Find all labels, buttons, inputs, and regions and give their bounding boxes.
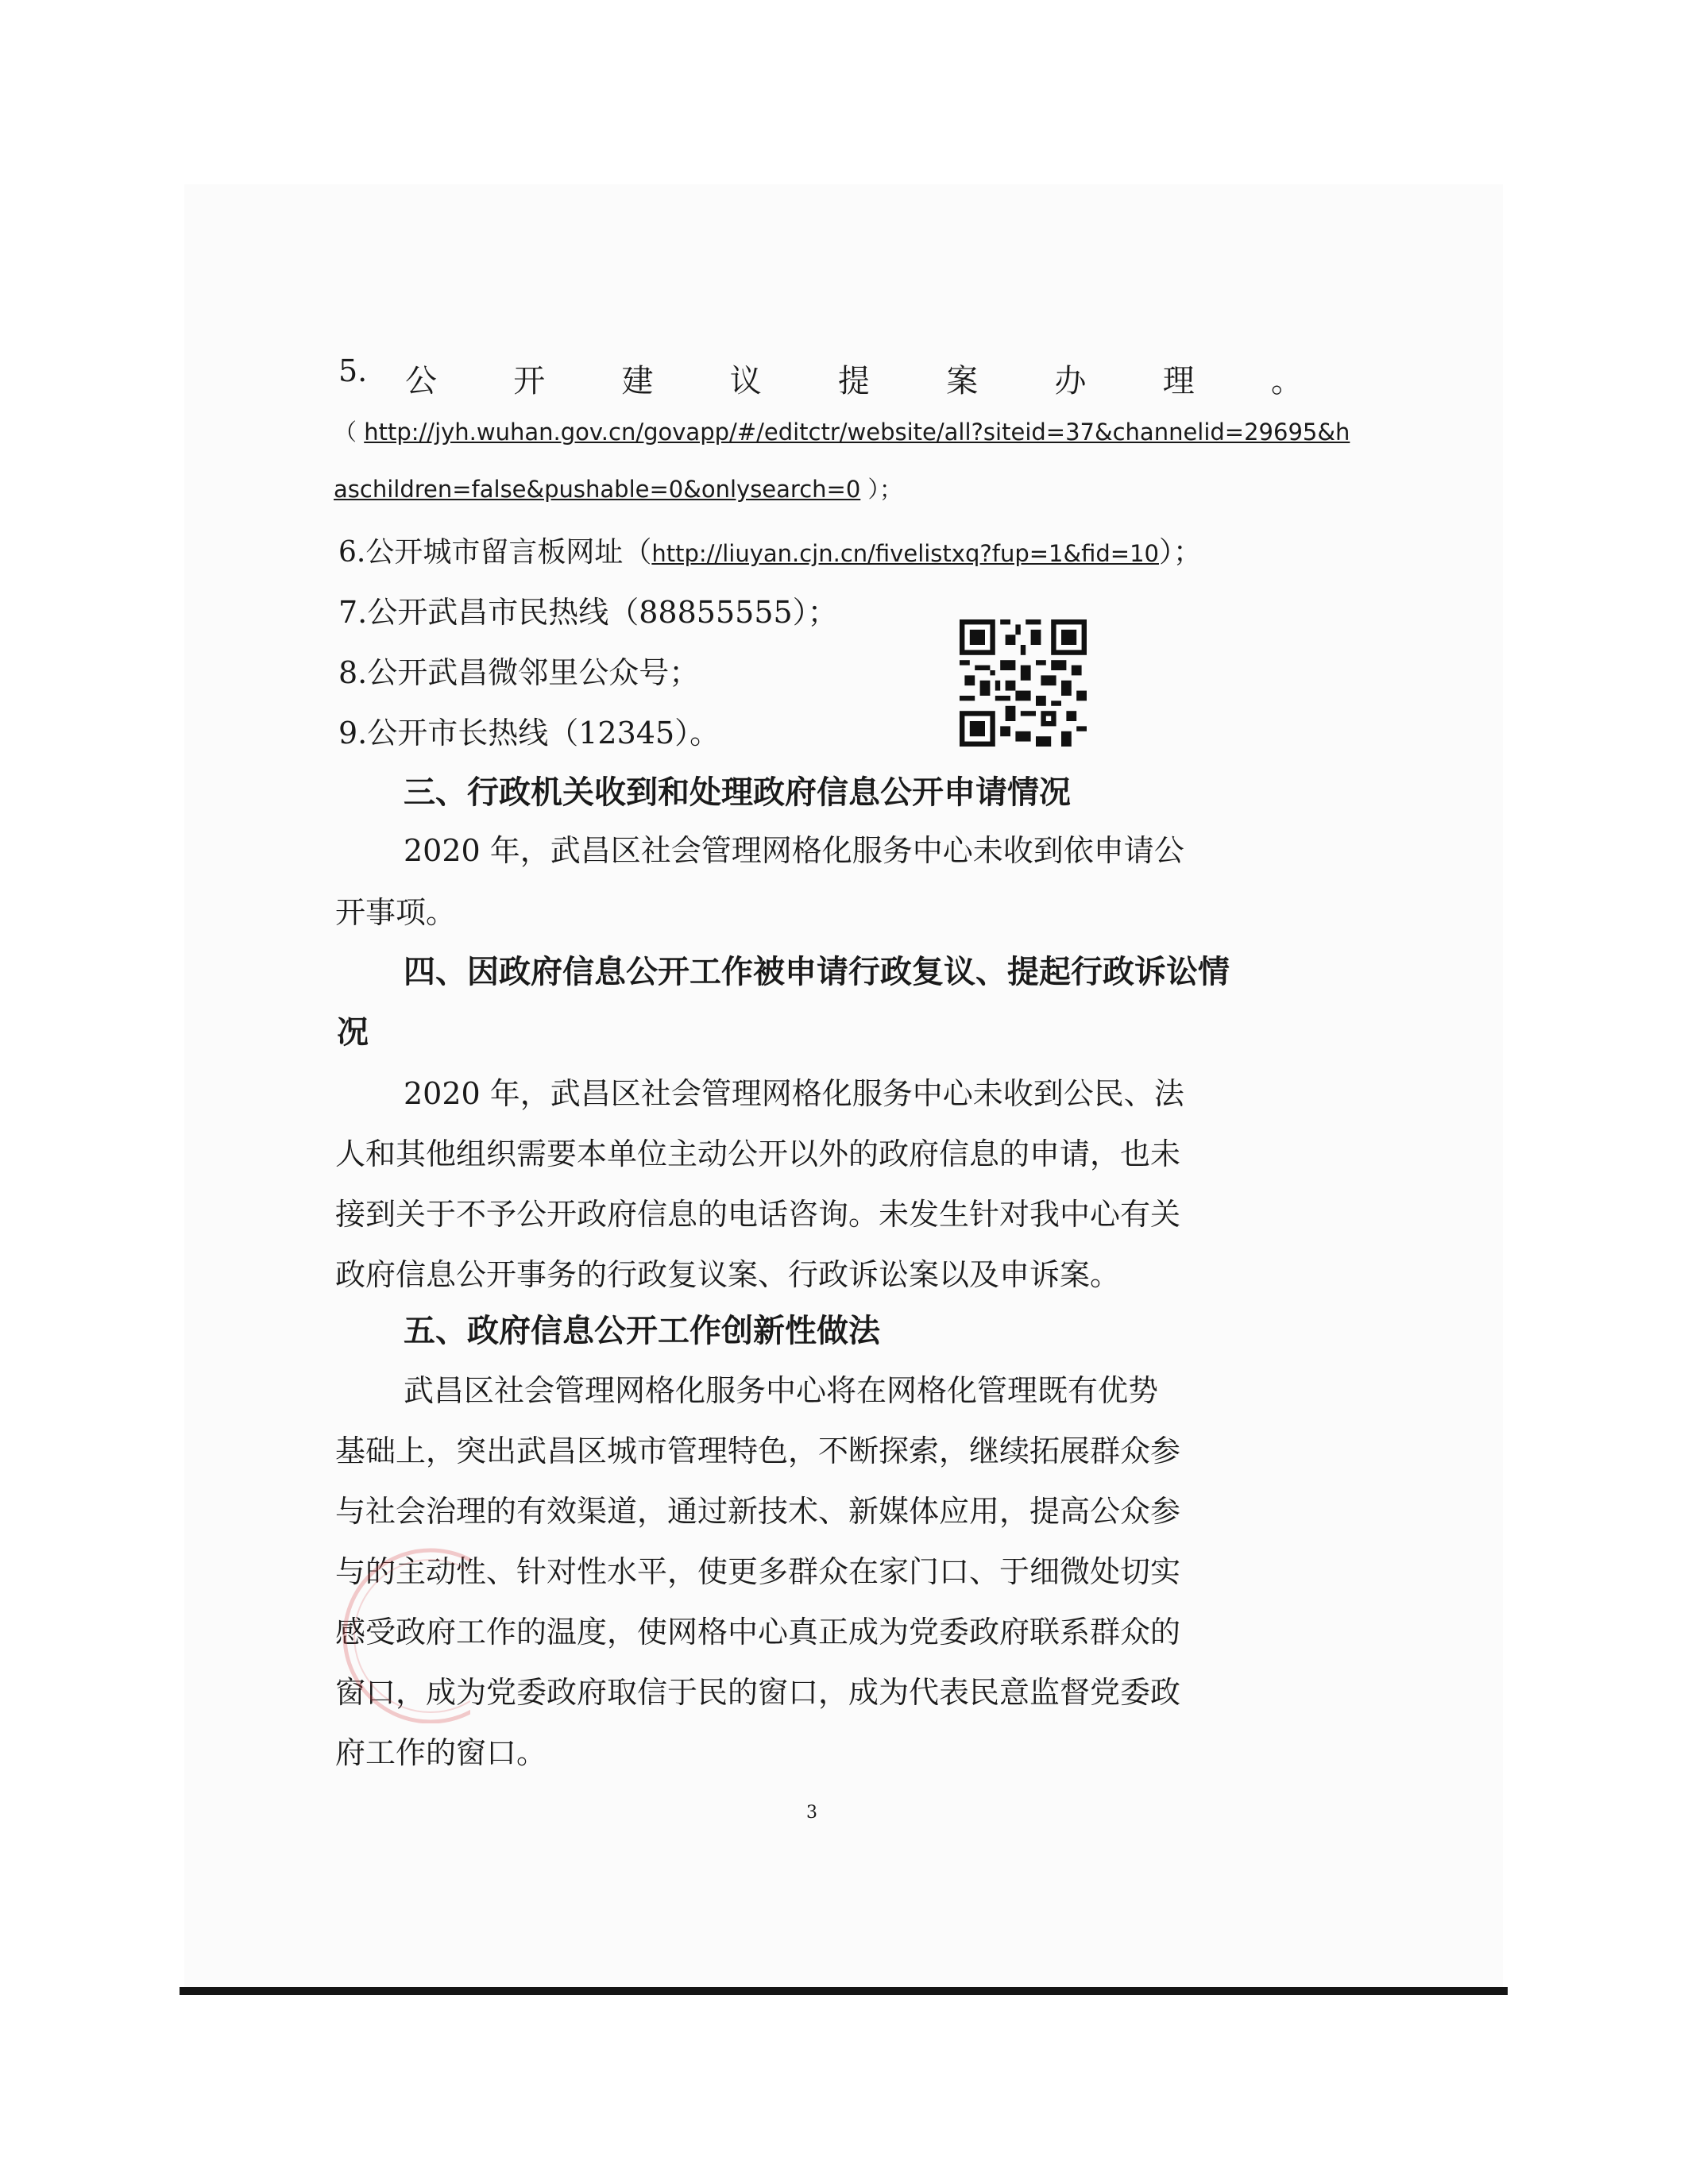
para4-line-1: 2020 年，武昌区社会管理网格化服务中心未收到公民、法 — [404, 1076, 1184, 1111]
item5-link-part2[interactable]: aschildren=false&pushable=0&onlysearch=0 — [334, 476, 861, 503]
close-paren: ）； — [867, 476, 903, 503]
item5-url-line-1 — [334, 421, 1350, 444]
section-3-paragraph — [335, 835, 1306, 947]
item9: 9.公开市长热线（12345）。 — [338, 716, 720, 751]
item7: 7.公开武昌市民热线（88855555）； — [338, 595, 838, 630]
para5-line-3: 与社会治理的有效渠道，通过新技术、新媒体应用，提高公众参 — [335, 1494, 1181, 1529]
section-4-heading-line-2: 况 — [337, 1014, 369, 1051]
para5-line-4: 与的主动性、针对性水平，使更多群众在家门口、于细微处切实 — [335, 1554, 1181, 1589]
red-seal-stamp-icon — [311, 1541, 470, 1723]
qr-code-icon — [960, 619, 1087, 747]
section-5-paragraph — [335, 1373, 1306, 1788]
para5-line-7: 府工作的窗口。 — [335, 1735, 547, 1770]
section-5-heading: 五、政府信息公开工作创新性做法 — [404, 1313, 880, 1349]
item8: 8.公开武昌微邻里公众号； — [338, 655, 700, 690]
para5-line-1: 武昌区社会管理网格化服务中心将在网格化管理既有优势 — [404, 1373, 1159, 1408]
section-4-heading-line-1: 四、因政府信息公开工作被申请行政复议、提起行政诉讼情 — [404, 954, 1230, 990]
para5-line-2: 基础上，突出武昌区城市管理特色，不断探索，继续拓展群众参 — [335, 1433, 1181, 1468]
item5-link-part1[interactable]: http://jyh.wuhan.gov.cn/govapp/#/editctr/website/all?siteid=37&channelid=29695&h — [364, 419, 1350, 446]
item5-number: 5. — [338, 353, 368, 388]
para4-line-3: 接到关于不予公开政府信息的电话咨询。未发生针对我中心有关 — [335, 1197, 1181, 1232]
para3-line-2: 开事项。 — [335, 895, 457, 930]
para3-line-1: 2020 年，武昌区社会管理网格化服务中心未收到依申请公 — [404, 833, 1184, 868]
bottom-scan-edge — [180, 1987, 1508, 1995]
item5-title: 公 开 建 议 提 案 办 理 。 — [405, 363, 1303, 399]
open-paren: （ — [334, 419, 357, 446]
page-number: 3 — [806, 1803, 817, 1823]
item6: 6.公开城市留言板网址（http://liuyan.cjn.cn/fivelistxq?fup=1&fid=10）； — [338, 536, 1202, 569]
item6-link[interactable]: http://liuyan.cjn.cn/fivelistxq?fup=1&fid=10 — [651, 540, 1159, 567]
para5-line-6: 窗口，成为党委政府取信于民的窗口，成为代表民意监督党委政 — [335, 1675, 1181, 1710]
section-4-paragraph — [335, 1078, 1306, 1317]
section-3-heading: 三、行政机关收到和处理政府信息公开申请情况 — [404, 774, 1071, 811]
item5-url-line-2 — [334, 478, 902, 501]
para5-line-5: 感受政府工作的温度，使网格中心真正成为党委政府联系群众的 — [335, 1615, 1181, 1650]
para4-line-4: 政府信息公开事务的行政复议案、行政诉讼案以及申诉案。 — [335, 1257, 1121, 1292]
para4-line-2: 人和其他组织需要本单位主动公开以外的政府信息的申请，也未 — [335, 1136, 1181, 1171]
